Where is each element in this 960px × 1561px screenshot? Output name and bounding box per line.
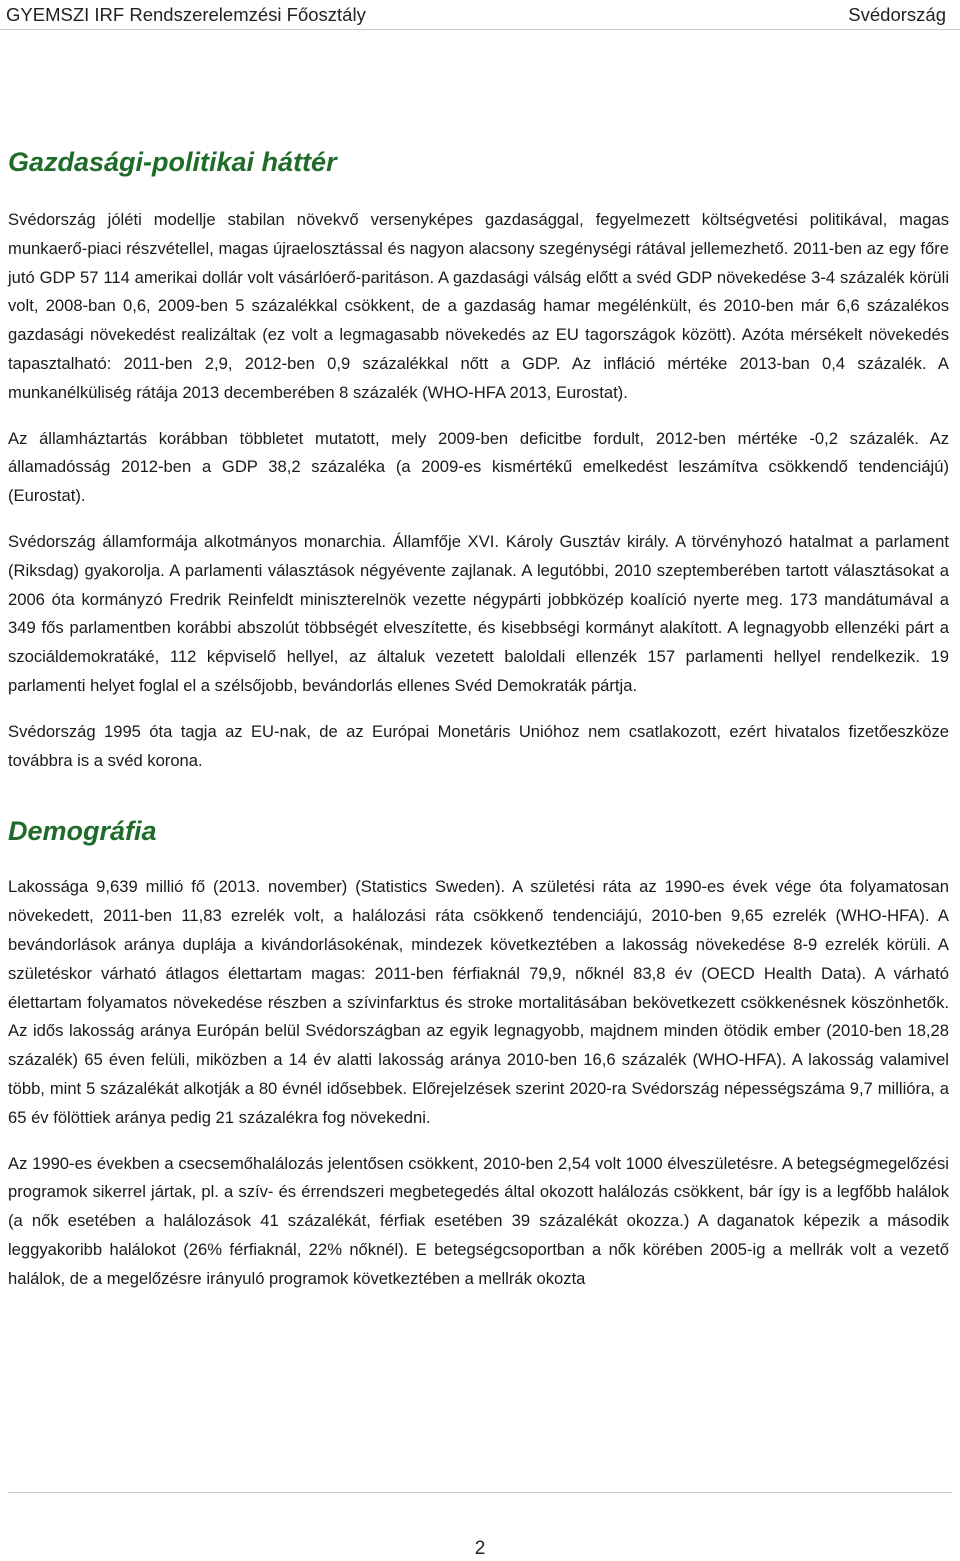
document-body (8, 142, 949, 1311)
paragraph: Az államháztartás korábban többletet mutatott, mely 2009-ben deficitbe fordult, 2012-ben mértéke -0,2 százalék. Az államadósság 2012-ben a GDP 38,2 százaléka (a 2009-es kismértékű emelkedést leszámítva csökkendő tendenciájú) (Eurostat). (8, 428, 949, 506)
paragraph: Lakossága 9,639 millió fő (2013. november) (Statistics Sweden). A születési ráta az 1990-es évek vége óta folyamatosan növekedett, 2011-ben 11,83 ezrelék volt, a halálozási ráta csökkenő tendenciájú, 2010-ben 9,65 ezrelék (WHO-HFA). A bevándorlások aránya duplája a kivándorlásokénak, mindezek következtében a lakosság növekedése 8-9 ezrelék körüli. A születéskor várható átlagos élettartam magas: 2011-ben férfiaknál 79,9, nőknél 83,8 év (OECD Health Data). A várható élettartam folyamatos növekedése részben a szívinfarktus és stroke mortalitásában bekövetkezett csökkenésnek köszönhetők. Az idős lakosság aránya Európán belül Svédországban az egyik legnagyobb, majdnem minden ötödik ember (2010-ben 18,28 százalék) 65 éven felüli, miközben a 14 év alatti lakosság aránya 2010-ben 16,6 százalék (WHO-HFA). A lakosság valamivel több, mint 5 százalékát alkotják a 80 évnél idősebbek. Előrejelzések szerint 2020-ra Svédország népességszáma 9,7 millióra, a 65 év fölöttiek aránya pedig 21 százalékra fog növekedni. (8, 877, 949, 1127)
section-title-economy: Gazdasági-politikai háttér (8, 147, 337, 177)
header-country: Svédország (848, 4, 946, 25)
page-number: 2 (474, 1538, 486, 1559)
paragraph: Az 1990-es években a csecsemőhalálozás jelentősen csökkent, 2010-ben 2,54 volt 1000 élveszületésre. A betegségmegelőzési programok sikerrel jártak, pl. a szív- és érrendszeri megbetegedés által okozott halálozás csökkent, bár így is a legfőbb halálok (a nők esetében a halálozások 41 százalékát, férfiak esetében 39 százalékát okozza.) A daganatok képezik a második leggyakoribb halálokot (26% férfiaknál, 22% nőknél). E betegségcsoportban a nők körében 2005-ig a mellrák volt a vezető halálok, de a megelőzésre irányuló programok következtében a mellrák okozta (8, 1153, 949, 1288)
paragraph: Svédország 1995 óta tagja az EU-nak, de az Európai Monetáris Unióhoz nem csatlakozott, ezért hivatalos fizetőeszköze továbbra is a svéd korona. (8, 721, 949, 770)
section-title-demography: Demográfia (8, 816, 157, 847)
page-header (0, 0, 960, 30)
header-org: GYEMSZI IRF Rendszerelemzési Főosztály (6, 4, 366, 25)
footer-divider (8, 1492, 952, 1493)
paragraph: Svédország államformája alkotmányos monarchia. Államfője XVI. Károly Gusztáv király. A törvényhozó hatalmat a parlament (Riksdag) gyakorolja. A parlamenti választások négyévente zajlanak. A legutóbbi, 2010 szeptemberében tartott választásokat a 2006 óta kormányzó Fredrik Reinfeldt miniszterelnök vezette négypárti jobbközép koalíció nyerte meg. 173 mandátumával a 349 fős parlamentben korábbi abszolút többségét elveszítette, és kisebbségi kormányt alakított. A legnagyobb ellenzéki párt a szociáldemokratáké, 112 képviselő hellyel, az általuk vezetett baloldali ellenzék 157 parlamenti hellyel rendelkezik. 19 parlamenti helyet foglal el a szélsőjobb, bevándorlás ellenes Svéd Demokraták pártja. (8, 531, 949, 695)
paragraph: Svédország jóléti modellje stabilan növekvő versenyképes gazdasággal, fegyelmezett költségvetési politikával, magas munkaerő-piaci részvétellel, magas újraelosztással és nagyon alacsony szegénységi rátával jellemezhető. 2011-ben az egy főre jutó GDP 57 114 amerikai dollár volt vásárlóerő-paritáson. A gazdasági válság előtt a svéd GDP növekedése 3-4 százalék körüli volt, 2008-ban 0,6, 2009-ben 5 százalékkal csökkent, de a gazdaság hamar megélénkült, és 2010-ben már 6,6 százalékos gazdasági növekedést realizáltak (ez volt a legmagasabb növekedés az EU tagországok között). Azóta mérsékelt növekedés tapasztalható: 2011-ben 2,9, 2012-ben 0,9 százalékkal nőtt a GDP. Az infláció mértéke 2013-ban 0,4 százalék. A munkanélküliség rátája 2013 decemberében 8 százalék (WHO-HFA 2013, Eurostat). (8, 210, 949, 402)
